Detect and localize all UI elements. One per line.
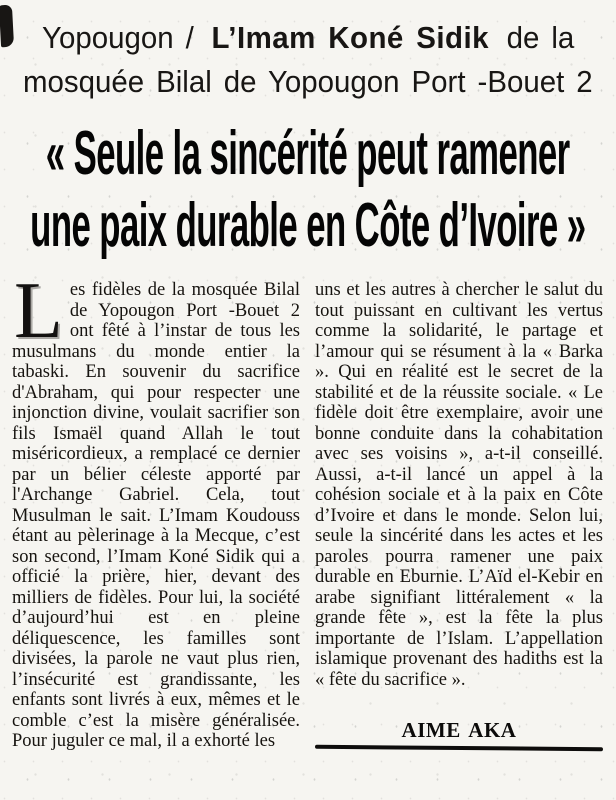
drop-cap: L (14, 267, 63, 355)
article-text-right: uns et les autres à chercher le salut du tout puissant en cultivant les vertus comme la solidarité, le partage et l’amour qui se résument à la « Barka ». Qui en réalité est le secret de la stabilité et de la réussite sociale. « Le fidèle doit être exemplaire, avoir une bonne conduite dans la cohabitation avec ses voisins », a-t-il conseillé. Aussi, a-t-il lancé un appel à la cohésion sociale et à la paix en Côte d’Ivoire et dans le monde. Selon lui, seule la sincérité dans les actes et les paroles pourra ramener une paix durable en Eburnie. L’Aïd el-Kebir en arabe signifiant littéralement « la grande fête », est la fête la plus importante de l’Islam. L’appellation islamique provenant des hadiths est la « fête du sacrifice ». (315, 280, 603, 690)
scan-artifact (0, 5, 14, 48)
article-body (12, 267, 604, 752)
article-column-left (12, 267, 300, 752)
kicker-line2: mosquée Bilal de Yopougon Port -Bouet 2 (23, 64, 593, 99)
kicker (12, 16, 604, 104)
kicker-line1 (42, 16, 574, 60)
article-column-right (315, 280, 603, 752)
headline-line1: « Seule la sincérité peut ramener (46, 119, 570, 188)
byline: AIME AKA (401, 718, 517, 742)
kicker-imam-name: L’Imam Koné Sidik (211, 20, 489, 55)
kicker-prefix: Yopougon / (41, 20, 206, 55)
kicker-suffix: de la (494, 20, 575, 55)
headline-line2: une paix durable en Côte d’Ivoire » (30, 191, 586, 260)
headline (12, 118, 604, 262)
article-text-left: es fidèles de la mosquée Bilal de Yopougon Port -Bouet 2 ont fêté à l’instar de tous les musulmans du monde entier la tabaski. En souvenir du sacrifice d'Abraham, qui pour respecter une injonction divine, voulait sacrifier son fils Ismaël quand Allah le tout miséricordieux, a remplacé ce dernier par un bélier céleste apporté par l'Archange Gabriel. Cela, tout Musulman le sait. L’Imam Koudouss étant au pèlerinage à la Mecque, c’est son second, l’Imam Koné Sidik qui a officié la prière, hier, devant des milliers de fidèles. Pour lui, la société d’aujourd’hui est en pleine déliquescence, les familles sont divisées, la parole ne vaut plus rien, l’insécurité est grandissante, les enfants sont livrés à eux, mêmes et le comble c’est la misère généralisée. Pour juguler ce mal, il a exhorté les (12, 280, 300, 751)
byline-rule (315, 744, 603, 751)
